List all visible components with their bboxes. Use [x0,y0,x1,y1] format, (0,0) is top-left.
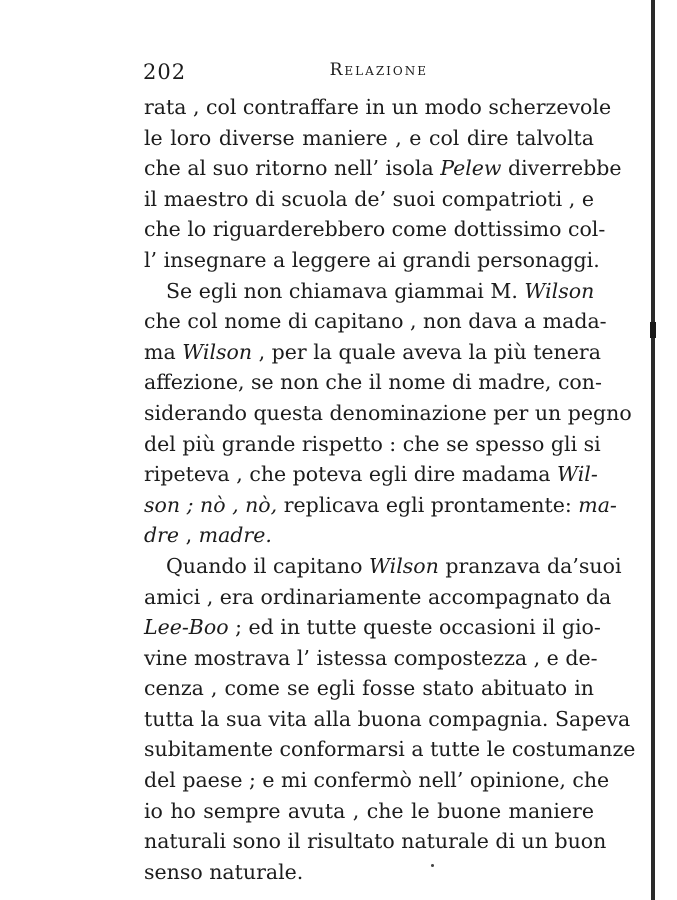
text-line [144,796,594,827]
text-segment: tutta la sua vita alla buona compagnia. Sapeva [144,706,631,731]
italic-text: madre. [198,523,272,548]
text-line [144,276,594,307]
text-line [144,490,617,521]
text-line [144,337,601,368]
text-line [144,429,601,460]
page-edge-shadow [651,0,655,900]
text-segment: cenza , come se egli fosse stato abituato in [144,676,594,701]
text-line [144,551,622,582]
text-line [144,734,636,765]
body-text [144,92,636,887]
text-line [144,398,632,429]
text-line [144,765,610,796]
text-segment: io ho sempre avuta , che le buone maniere [144,798,594,823]
text-segment: replicava egli prontamente: [277,492,579,517]
text-line [144,459,598,490]
text-line [144,704,631,735]
text-line [144,306,607,337]
text-segment: che al suo ritorno nell’ isola [144,156,441,181]
text-line [144,673,594,704]
text-segment: , per la quale aveva la più tenera [252,339,601,364]
text-segment: del più grande rispetto : che se spesso gli si [144,431,601,456]
text-segment: pranzava da’suoi [438,553,622,578]
italic-text: ma- [578,492,617,517]
text-segment: il maestro di scuola de’ suoi compatrioti , e [144,186,594,211]
text-segment: che col nome di capitano , non dava a mada- [144,309,607,334]
italic-text: son ; nò , nò, [144,492,278,517]
text-segment: subitamente conformarsi a tutte le costumanze [144,737,636,762]
text-segment: le loro diverse maniere , e col dire talvolta [144,125,594,150]
text-line [144,367,602,398]
text-line [144,92,612,123]
italic-text: dre [144,523,180,548]
text-line [144,582,612,613]
text-segment: amici , era ordinariamente accompagnato da [144,584,612,609]
text-segment: vine mostrava l’ istessa compostezza , e de- [144,645,598,670]
running-title: Relazione [329,60,428,80]
text-segment: che lo riguarderebbero come dottissimo col- [144,217,606,242]
italic-text: Wilson [368,553,439,578]
text-segment: ma [144,339,183,364]
text-line [144,826,607,857]
text-segment: ; ed in tutte queste occasioni il gio- [228,615,601,640]
text-segment: rata , col contraffare in un modo scherzevole [144,95,612,119]
italic-text: Wilson [182,339,253,364]
italic-text: Lee-Boo [144,615,229,640]
text-segment: Quando il capitano [166,553,369,578]
text-line [144,245,600,276]
text-line [144,153,622,184]
text-line [144,643,598,674]
text-segment: , [179,523,199,548]
text-segment: l’ insegnare a leggere ai grandi personaggi. [144,247,600,272]
text-line [144,184,594,215]
edge-mark [650,322,656,338]
ink-speck [431,864,434,867]
italic-text: Wil- [557,462,598,487]
text-segment: del paese ; e mi confermò nell’ opinione, che [144,768,610,793]
text-line [144,520,594,551]
text-segment: Se egli non chiamava giammai M. [166,278,525,303]
text-line [144,612,601,643]
text-segment: diverrebbe [501,156,622,181]
text-line [144,857,594,888]
italic-text: Pelew [440,156,502,181]
text-segment: ripeteva , che poteva egli dire madama [144,462,558,487]
text-line [144,214,606,245]
page-header [143,60,428,84]
text-segment: naturali sono il risultato naturale di un buon [144,829,607,854]
text-segment: affezione, se non che il nome di madre, con- [144,370,602,395]
italic-text: Wilson [524,278,595,303]
text-segment: siderando questa denominazione per un pegno [144,400,632,425]
page-number: 202 [143,60,187,84]
text-segment: senso naturale. [144,859,304,884]
text-line [144,123,594,154]
